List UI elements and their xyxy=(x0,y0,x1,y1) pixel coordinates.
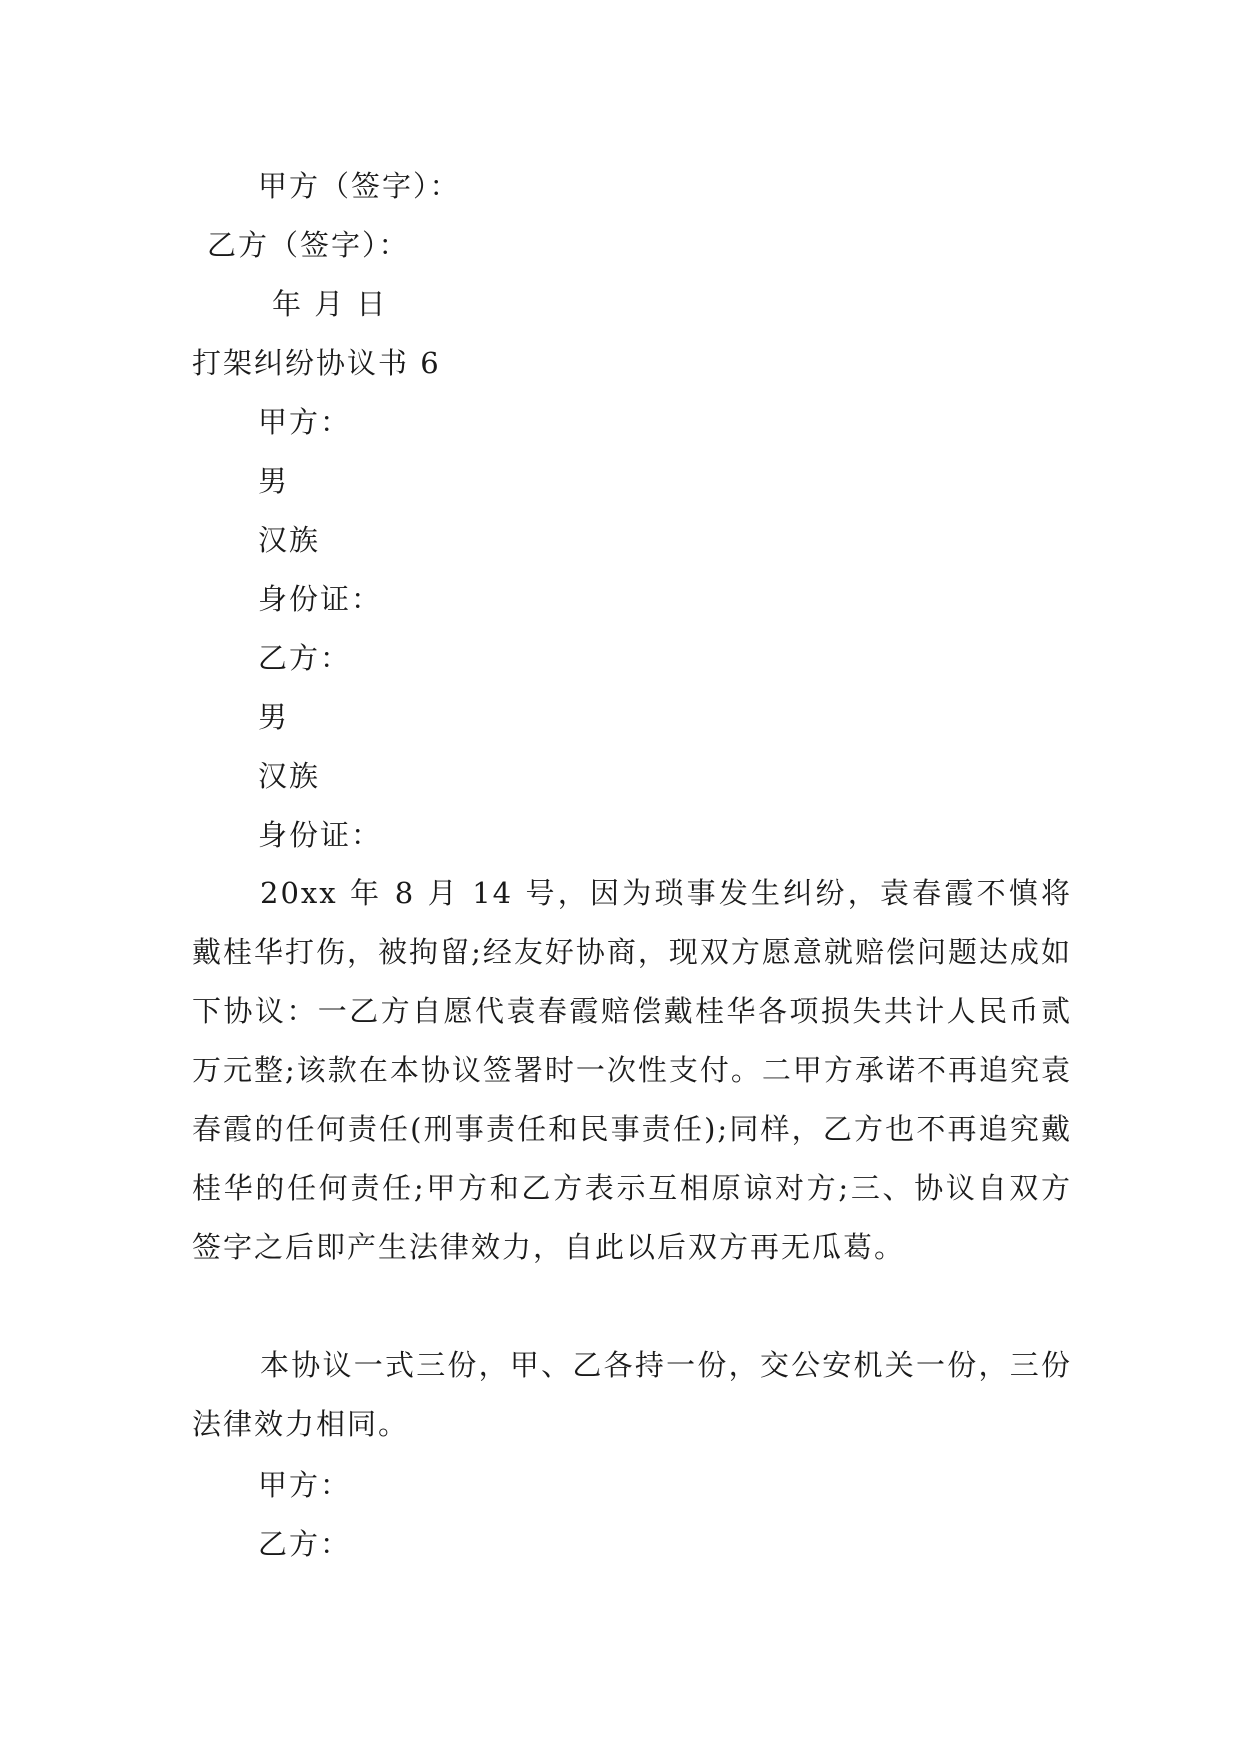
party-a-label: 甲方： xyxy=(258,405,352,439)
final-party-b-label: 乙方： xyxy=(258,1527,352,1561)
date-line: 年 月 日 xyxy=(272,287,388,321)
party-a-gender: 男 xyxy=(258,464,290,498)
agreement-body-paragraph: 20xx 年 8 月 14 号，因为琐事发生纠纷，袁春霞不慎将戴桂华打伤，被拘留;经友好协商，现双方愿意就赔偿问题达成如下协议：一乙方自愿代袁春霞赔偿戴桂华各项损失共计人民币贰万元整;该款在本协议签署时一次性支付。二甲方承诺不再追究袁春霞的任何责任(刑事责任和民事责任);同样，乙方也不再追究戴桂华的任何责任;甲方和乙方表示互相原谅对方;三、协议自双方签字之后即产生法律效力，自此以后双方再无瓜葛。 xyxy=(192,876,1072,1264)
party-b-gender: 男 xyxy=(258,700,290,734)
party-b-ethnicity: 汉族 xyxy=(258,759,321,793)
section-heading: 打架纠纷协议书 6 xyxy=(192,346,441,380)
copies-clause-paragraph: 本协议一式三份，甲、乙各持一份，交公安机关一份，三份法律效力相同。 xyxy=(192,1348,1072,1441)
party-b-signature-line: 乙方（签字）： xyxy=(207,228,410,262)
party-b-label: 乙方： xyxy=(258,641,352,675)
party-a-id: 身份证： xyxy=(258,582,383,616)
party-a-signature-line: 甲方（签字）： xyxy=(258,169,461,203)
party-b-id: 身份证： xyxy=(258,818,383,852)
final-party-a-label: 甲方： xyxy=(258,1468,352,1502)
party-a-ethnicity: 汉族 xyxy=(258,523,321,557)
